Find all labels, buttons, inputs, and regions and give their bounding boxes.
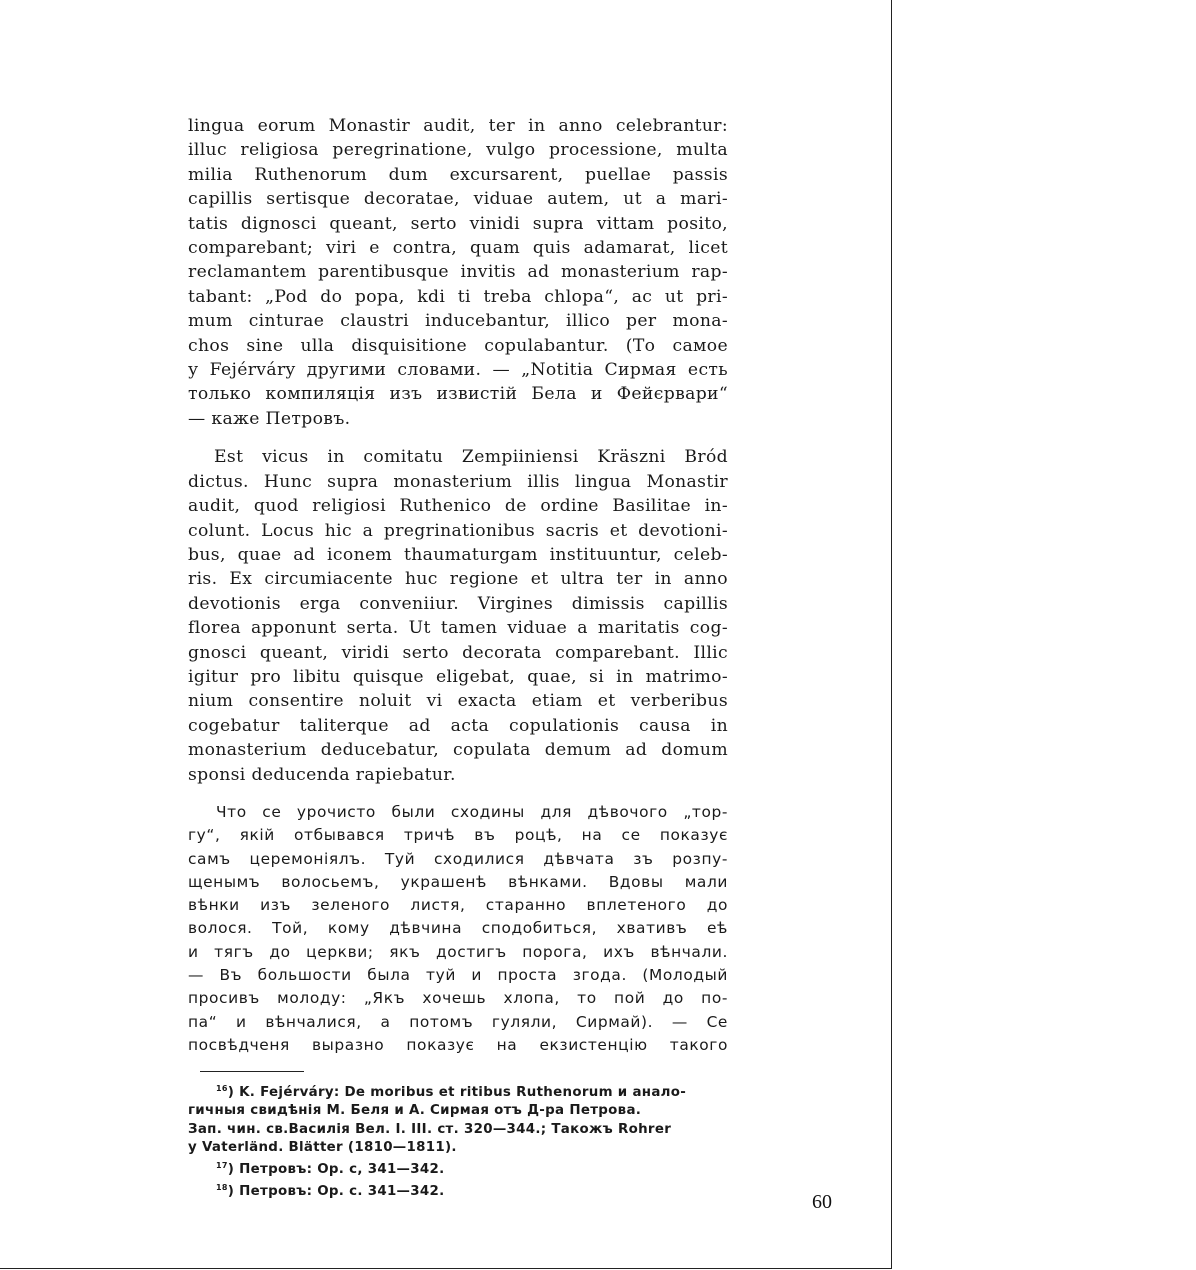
footnote-line [188,1157,728,1179]
text-line: самъ церемоніялъ. Туй сходилися дѣвчата зъ розпу- [188,849,728,868]
text-line: посвѣдченя выразно показує на екзистенцію такого [188,1035,728,1054]
text-line: просивъ молоду: „Якъ хочешь хлопа, то пой до по- [188,989,728,1008]
text-line: и тягъ до церкви; якъ достигъ порога, ихъ вѣнчали. [188,942,728,961]
text-line: gnosci queant, viridi serto decorata comparebant. Illic [188,642,728,663]
text-line: devotionis erga conveniiur. Virgines dimissis capillis [188,593,728,614]
text-line: Est vicus in comitatu Zempiiniensi Kräszni Bród [214,447,728,468]
text-line: igitur pro libitu quisque eligebat, quae, si in matrimo- [188,666,728,687]
text-line: monasterium deducebatur, copulata demum ad domum [188,740,728,761]
text-line: у Fejérváry другими словами. — „Notitia Сирмая есть [188,360,728,381]
footnote-text: ) Петровъ: Op. c, 341—342. [227,1162,445,1178]
text-line: reclamantem parentibusque invitis ad monasterium rap- [188,262,728,283]
footnote-mark: 17 [216,1161,228,1171]
latin-paragraph-2 [188,445,728,787]
footnote-text: y Vaterländ. Blätter (1810—1811). [188,1139,457,1155]
footnote-line [188,1080,728,1102]
text-line: nium consentire noluit vi exacta etiam et verberibus [188,691,728,712]
text-line: illuc religiosa peregrinatione, vulgo processione, multa [188,140,728,161]
text-line: — каже Петровъ. [188,408,351,429]
text-line: bus, quae ad iconem thaumaturgam instituuntur, celeb- [188,544,728,565]
text-line: волося. Той, кому дѣвчина сподобиться, хвативъ еѣ [188,919,728,938]
text-line: chos sine ulla disquisitione copulabantur. (То самое [188,335,728,356]
text-line: mum cinturae claustri inducebantur, illico per mona- [188,311,728,332]
text-line: только компиляція изъ извистій Бела и Фейєрвари“ [188,384,728,405]
latin-paragraph-1 [188,114,728,431]
footnote-mark: 18 [216,1183,228,1193]
scanned-page-text [188,112,728,1201]
text-line: — Въ большости была туй и проста згода. (Молодый [188,966,728,985]
text-line: cogebatur taliterque ad acta copulationis causa in [188,715,728,736]
footnote-line [188,1179,728,1201]
text-line: tabant: „Pod do popa, kdi ti treba chlopa“, ac ut pri- [188,286,728,307]
text-line: dictus. Hunc supra monasterium illis lingua Monastir [188,471,728,492]
footnote-line [188,1121,728,1139]
footnote-text: ) Петровъ: Op. c. 341—342. [227,1184,445,1200]
text-line: Что се урочисто были сходины для дѣвочого „тор- [216,802,728,821]
footnote-separator [200,1071,304,1072]
text-line: щенымъ волосьемъ, украшенѣ вѣнками. Вдовы мали [188,872,728,891]
text-line: florea apponunt serta. Ut tamen viduae a maritatis cog- [188,618,728,639]
footnote-line [188,1139,728,1157]
page-number: 60 [812,1191,832,1213]
text-line: capillis sertisque decoratae, viduae autem, ut a mari- [188,189,728,210]
text-line: colunt. Locus hic a pregrinationibus sacris et devotioni- [188,520,728,541]
text-line: comparebant; viri e contra, quam quis adamarat, licet [188,238,728,259]
text-line: гу“, якій отбывався тричѣ въ роцѣ, на се показує [188,826,728,845]
footnotes [188,1080,728,1201]
text-line: sponsi deducenda rapiebatur. [188,764,456,785]
text-line: ris. Ex circumiacente huc regione et ultra ter in anno [188,569,728,590]
text-line: tatis dignosci queant, serto vinidi supra vittam posito, [188,213,728,234]
footnote-mark: 16 [216,1084,228,1094]
text-line: lingua eorum Monastir audit, ter in anno celebrantur: [188,116,728,136]
text-line: milia Ruthenorum dum excursarent, puellae passis [188,164,728,185]
text-line: па“ и вѣнчалися, а потомъ гуляли, Сирмай). — Се [188,1012,728,1031]
footnote-text: гичныя свидѣнія М. Беля и А. Сирмая отъ Д-ра Петрова. [188,1103,642,1119]
ruthenian-paragraph [188,801,728,1057]
footnote-line [188,1102,728,1120]
footnote-text: Зап. чин. св.Василія Вел. I. III. ст. 320—344.; Такожъ Rohrer [188,1121,672,1137]
text-line: audit, quod religiosi Ruthenico de ordine Basilitae in- [188,496,728,517]
footnote-text: ) K. Fejérváry: De moribus et ritibus Ruthenorum и анало- [227,1085,687,1101]
text-line: вѣнки изъ зеленого листя, старанно вплетеного до [188,896,728,915]
